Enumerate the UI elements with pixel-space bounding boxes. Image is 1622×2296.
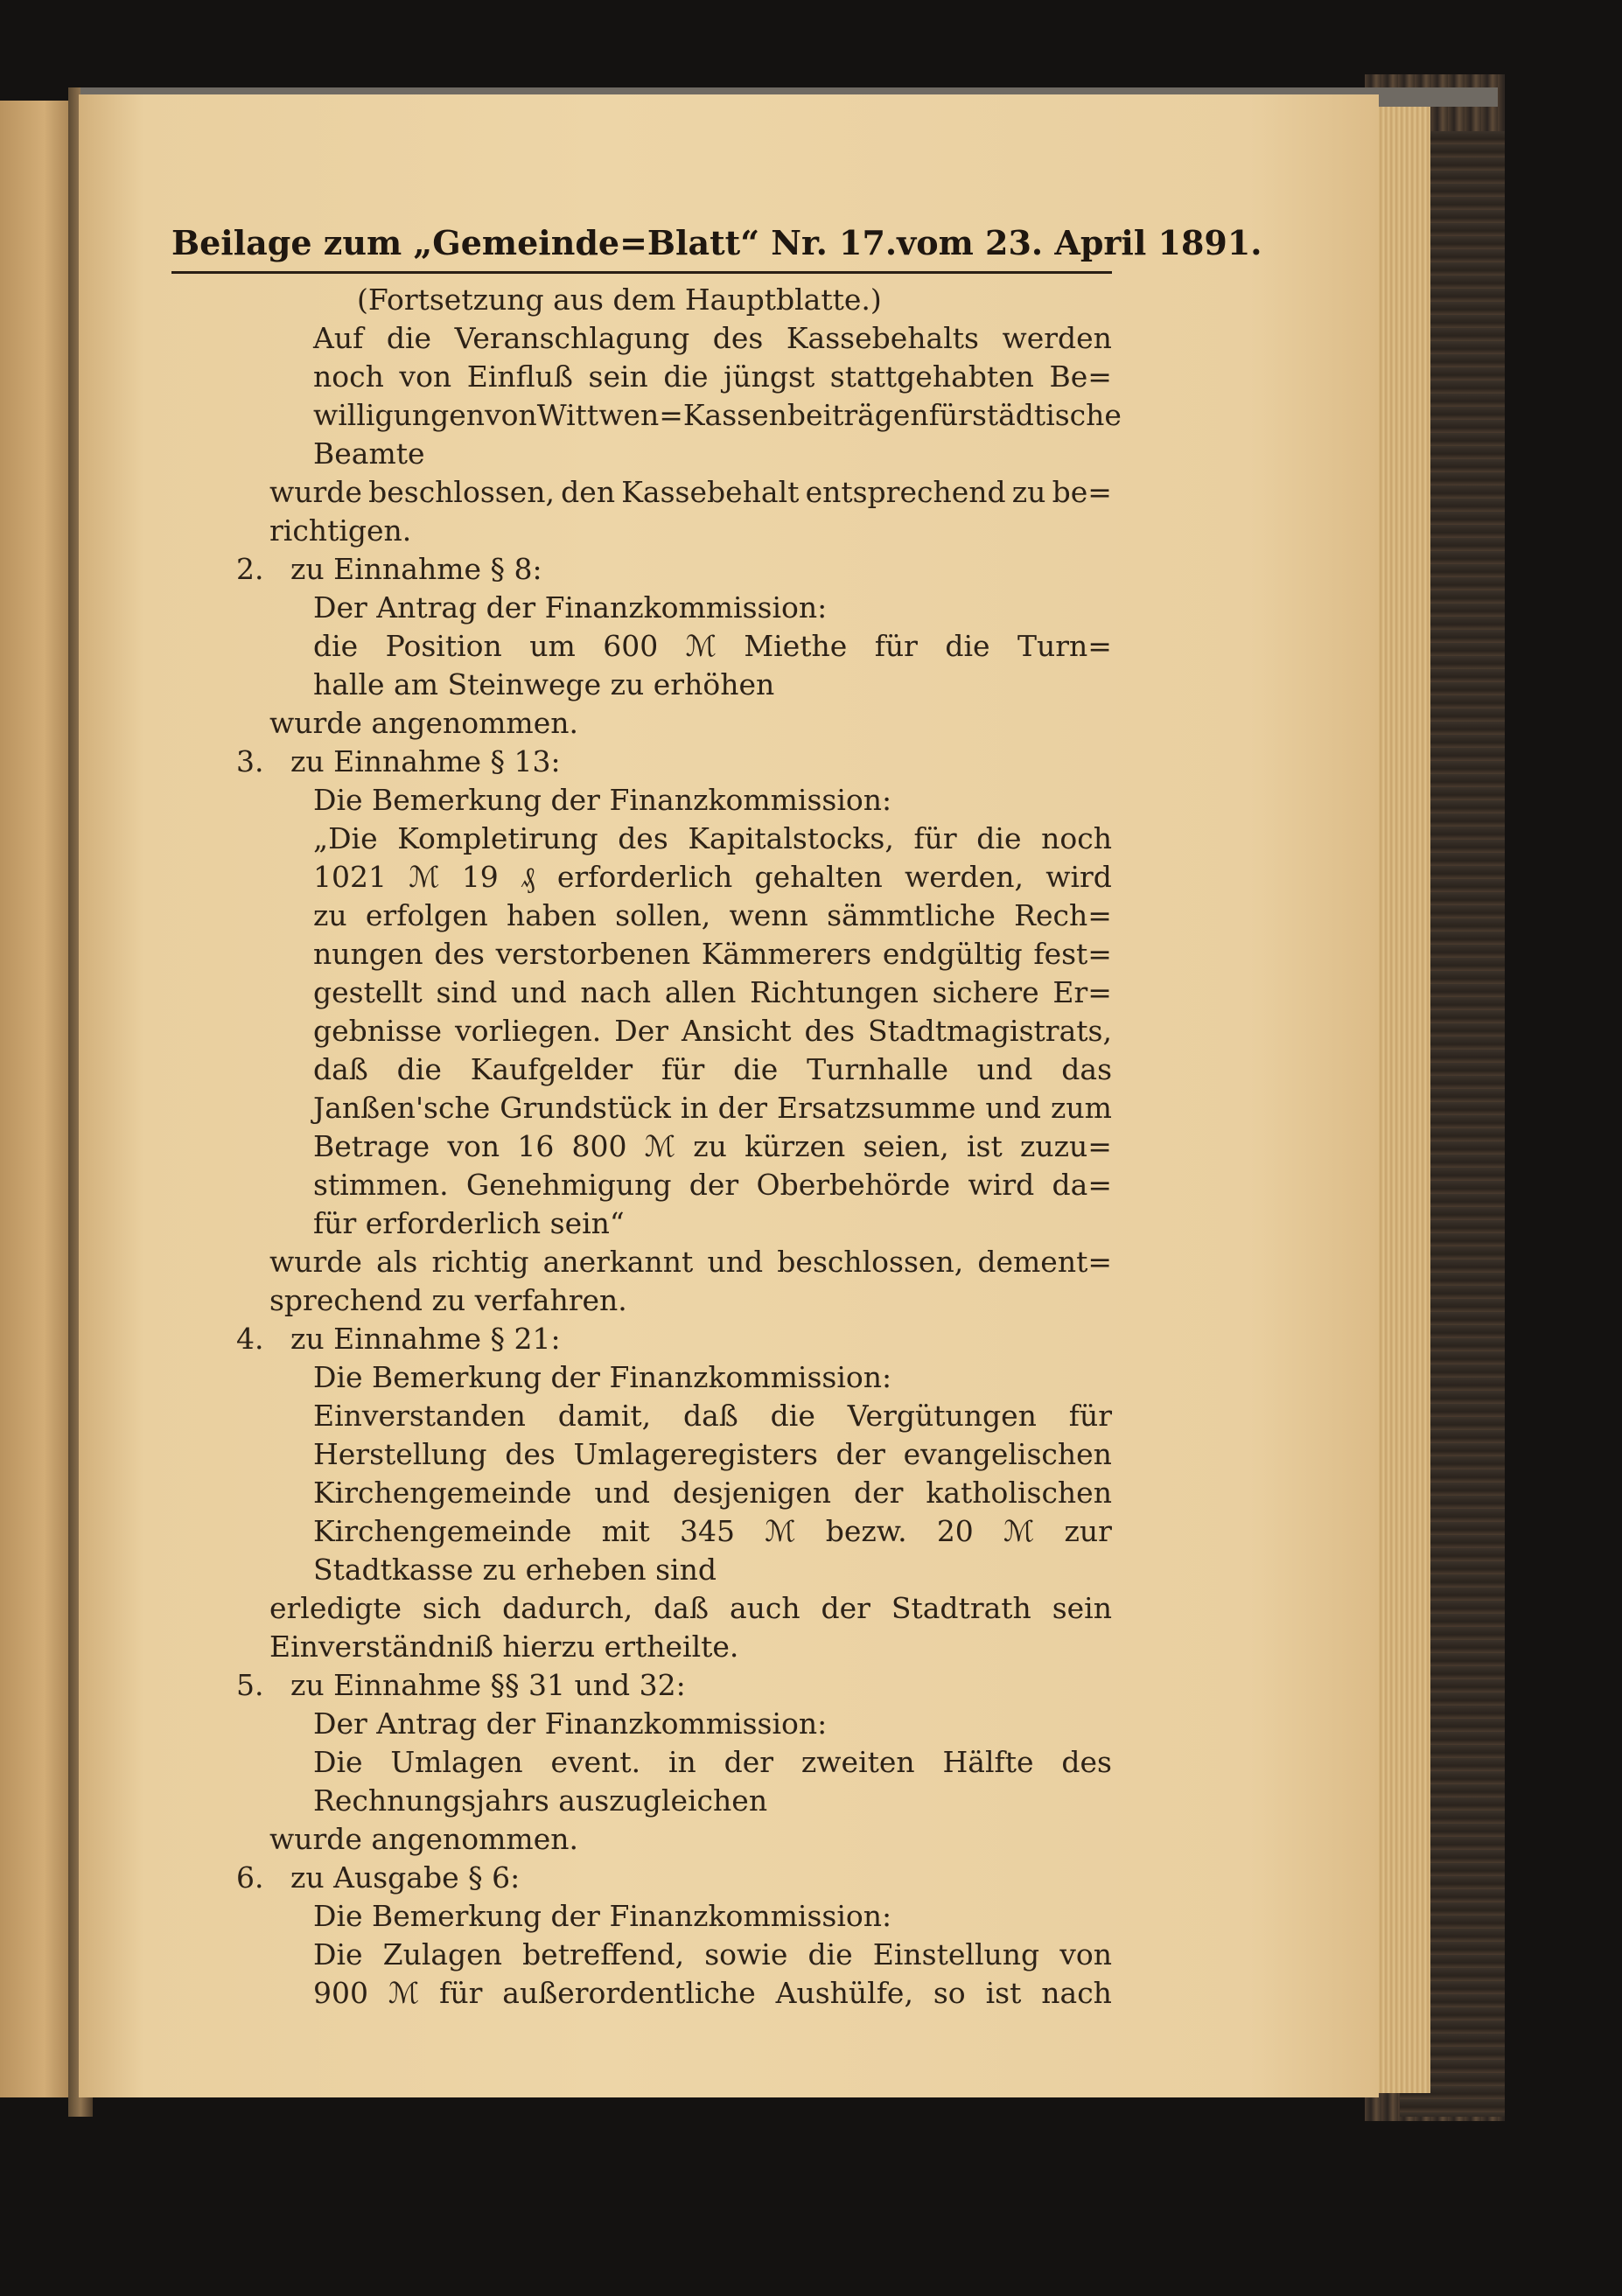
- word: Einverstanden: [313, 1399, 526, 1433]
- word: wenn: [729, 898, 808, 932]
- text-line: [171, 1859, 1112, 1897]
- item-number: 4.: [236, 1322, 264, 1356]
- word: haben: [507, 898, 597, 932]
- text-line: [171, 820, 1112, 858]
- text-line: Beamte: [313, 436, 425, 471]
- word: ℳ: [765, 1514, 796, 1548]
- word: stattgehabten: [829, 359, 1034, 394]
- word: daß: [682, 1399, 738, 1433]
- word: und: [976, 1052, 1033, 1086]
- word: Aushülfe,: [775, 1976, 913, 2010]
- word: Vergütungen: [847, 1399, 1037, 1433]
- word: Umlageregisters: [573, 1437, 818, 1471]
- text-line: [171, 858, 1112, 897]
- word: Kompletirung: [397, 821, 598, 855]
- word: für: [1068, 1399, 1112, 1433]
- word: auch: [729, 1591, 801, 1625]
- word: sollen,: [615, 898, 711, 932]
- word: die: [396, 1052, 442, 1086]
- word: der: [717, 1091, 768, 1125]
- word: ₰: [521, 860, 535, 894]
- word: Ersatzsumme: [777, 1091, 976, 1125]
- word: Ansicht: [681, 1014, 792, 1048]
- text-line: [171, 935, 1112, 974]
- word: Oberbehörde: [756, 1168, 951, 1202]
- word: daß: [313, 1052, 368, 1086]
- word: des: [712, 321, 764, 355]
- document-page: [79, 94, 1379, 2097]
- word: Kaufgelder: [470, 1052, 633, 1086]
- header-date: vom 23. April 1891.: [897, 223, 1262, 262]
- word: Miethe: [744, 629, 848, 663]
- word: nach: [1041, 1976, 1112, 2010]
- word: vorliegen.: [454, 1014, 602, 1048]
- word: sein: [1052, 1591, 1112, 1625]
- word: Kirchengemeinde: [313, 1476, 572, 1510]
- text-line: Der Antrag der Finanzkommission:: [313, 590, 828, 625]
- word: zuzu=: [1019, 1129, 1112, 1163]
- word: Position: [385, 629, 502, 663]
- item-heading: zu Ausgabe § 6:: [290, 1860, 521, 1895]
- word: der: [835, 1437, 885, 1471]
- text-line: [171, 627, 1112, 666]
- text-line: [171, 319, 1112, 358]
- word: zu: [693, 1129, 727, 1163]
- text-line: für erforderlich sein“: [313, 1206, 625, 1240]
- word: ℳ: [685, 629, 717, 663]
- word: ist: [985, 1976, 1022, 2010]
- text-line: halle am Steinwege zu erhöhen: [313, 667, 775, 701]
- word: für: [439, 1976, 483, 2010]
- word: 900: [313, 1976, 368, 2010]
- word: wurde: [269, 1245, 362, 1279]
- word: in: [668, 1745, 696, 1779]
- word: Veranschlagung: [454, 321, 690, 355]
- word: Der: [614, 1014, 668, 1048]
- word: Betrage: [313, 1129, 430, 1163]
- word: mit: [601, 1514, 650, 1548]
- text-line: Die Bemerkung der Finanzkommission:: [313, 1899, 892, 1933]
- word: die: [770, 1399, 815, 1433]
- word: Stadtrath: [891, 1591, 1031, 1625]
- text-line: [171, 1435, 1112, 1474]
- item-heading: zu Einnahme § 13:: [290, 744, 561, 778]
- word: bezw.: [825, 1514, 907, 1548]
- word: sein: [588, 359, 648, 394]
- header-title: Beilage zum „Gemeinde=Blatt“ Nr. 17.: [171, 223, 898, 262]
- word: für: [661, 1052, 705, 1086]
- item-number: 5.: [236, 1668, 264, 1702]
- word: werden,: [905, 860, 1024, 894]
- word: die: [733, 1052, 779, 1086]
- text-line: wurde angenommen.: [269, 706, 578, 740]
- word: die: [313, 629, 359, 663]
- word: gebnisse: [313, 1014, 442, 1048]
- page-header: [171, 223, 1262, 269]
- word: für: [928, 398, 972, 432]
- item-number: 2.: [236, 552, 264, 586]
- text-line: [171, 1050, 1112, 1089]
- word: wird: [1045, 860, 1112, 894]
- word: des: [804, 1014, 856, 1048]
- text-line: wurde angenommen.: [269, 1822, 578, 1856]
- text-line: [171, 1474, 1112, 1512]
- word: Kapitalstocks,: [688, 821, 894, 855]
- word: da=: [1052, 1168, 1112, 1202]
- word: Be=: [1049, 359, 1112, 394]
- word: als: [376, 1245, 418, 1279]
- text-line: Einverständniß hierzu ertheilte.: [269, 1630, 739, 1664]
- word: beschlossen,: [777, 1245, 964, 1279]
- body-lines: [171, 281, 1122, 2013]
- word: 19: [461, 860, 499, 894]
- word: Wittwen=Kassenbeiträgen: [536, 398, 929, 432]
- text-line: [171, 550, 1112, 589]
- word: von: [485, 398, 537, 432]
- word: noch: [313, 359, 384, 394]
- word: 345: [679, 1514, 735, 1548]
- word: 1021: [313, 860, 387, 894]
- text-line: [171, 1243, 1112, 1281]
- word: und: [985, 1091, 1042, 1125]
- item-heading: zu Einnahme § 21:: [290, 1322, 561, 1356]
- word: den: [561, 475, 616, 509]
- word: außerordentliche: [502, 1976, 756, 2010]
- word: noch: [1041, 821, 1112, 855]
- word: von: [1059, 1937, 1112, 1971]
- word: gehalten: [754, 860, 883, 894]
- word: Kassebehalts: [786, 321, 979, 355]
- text-line: Stadtkasse zu erheben sind: [313, 1553, 717, 1587]
- word: sowie: [704, 1937, 788, 1971]
- text-line: [171, 1974, 1112, 2013]
- text-line: Die Bemerkung der Finanzkommission:: [313, 783, 892, 817]
- word: in: [680, 1091, 709, 1125]
- word: Die: [313, 1745, 363, 1779]
- word: Die: [313, 1937, 363, 1971]
- word: die: [386, 321, 432, 355]
- word: und: [707, 1245, 764, 1279]
- word: zur: [1064, 1514, 1112, 1548]
- word: und: [594, 1476, 651, 1510]
- text-line: [171, 1397, 1112, 1435]
- word: dadurch,: [502, 1591, 633, 1625]
- word: 600: [603, 629, 659, 663]
- word: endgültig: [882, 937, 1023, 971]
- word: Stadtmagistrats,: [868, 1014, 1112, 1048]
- text-line: [171, 358, 1112, 396]
- word: sich: [422, 1591, 482, 1625]
- word: ℳ: [1003, 1514, 1035, 1548]
- word: dement=: [977, 1245, 1112, 1279]
- word: Umlagen: [390, 1745, 523, 1779]
- word: nungen: [313, 937, 423, 971]
- word: so: [933, 1976, 966, 2010]
- word: damit,: [557, 1399, 652, 1433]
- word: Zulagen: [382, 1937, 502, 1971]
- word: Hälfte: [942, 1745, 1034, 1779]
- text-line: Der Antrag der Finanzkommission:: [313, 1706, 828, 1741]
- word: seien,: [863, 1129, 949, 1163]
- text-line: [171, 396, 1122, 435]
- word: 800: [571, 1129, 627, 1163]
- word: zu: [1011, 475, 1046, 509]
- word: sichere: [932, 975, 1039, 1009]
- text-line: Rechnungsjahrs auszugleichen: [313, 1783, 768, 1818]
- word: der: [821, 1591, 870, 1625]
- word: Kirchengemeinde: [313, 1514, 572, 1548]
- word: Kassebehalt: [621, 475, 800, 509]
- text-line: [171, 897, 1112, 935]
- word: von: [447, 1129, 500, 1163]
- item-heading: zu Einnahme § 8:: [290, 552, 542, 586]
- text-line: [171, 743, 1112, 781]
- word: desjenigen: [672, 1476, 832, 1510]
- word: werden: [1002, 321, 1112, 355]
- text-line: [171, 1166, 1112, 1204]
- word: Turn=: [1017, 629, 1112, 663]
- word: ℳ: [644, 1129, 676, 1163]
- word: verstorbenen: [495, 937, 691, 971]
- word: Einfluß: [466, 359, 573, 394]
- word: 20: [936, 1514, 974, 1548]
- word: Genehmigung: [465, 1168, 672, 1202]
- word: nach: [580, 975, 652, 1009]
- word: das: [1061, 1052, 1112, 1086]
- text-line: [171, 1012, 1112, 1050]
- item-number: 6.: [236, 1860, 264, 1895]
- word: des: [434, 937, 485, 971]
- word: Einstellung: [872, 1937, 1040, 1971]
- word: Auf: [313, 321, 364, 355]
- page-edges: [1378, 94, 1430, 2093]
- word: der: [689, 1168, 739, 1202]
- word: 16: [517, 1129, 555, 1163]
- text-line: [171, 1743, 1112, 1782]
- text-line: [171, 473, 1112, 512]
- page-text: [171, 223, 1262, 2013]
- word: jüngst: [724, 359, 815, 394]
- word: kürzen: [745, 1129, 846, 1163]
- word: event.: [550, 1745, 641, 1779]
- word: evangelischen: [903, 1437, 1112, 1471]
- word: des: [505, 1437, 556, 1471]
- word: und: [511, 975, 567, 1009]
- word: um: [529, 629, 576, 663]
- word: fest=: [1033, 937, 1112, 971]
- word: entsprechend: [805, 475, 1006, 509]
- word: Rech=: [1014, 898, 1112, 932]
- word: katholischen: [926, 1476, 1112, 1510]
- word: gestellt: [313, 975, 423, 1009]
- word: die: [808, 1937, 853, 1971]
- word: wurde: [269, 475, 362, 509]
- item-heading: zu Einnahme §§ 31 und 32:: [290, 1668, 686, 1702]
- word: Turnhalle: [807, 1052, 948, 1086]
- word: für: [874, 629, 918, 663]
- word: für: [913, 821, 957, 855]
- word: die: [976, 821, 1022, 855]
- word: des: [1061, 1745, 1112, 1779]
- word: Kämmerers: [701, 937, 872, 971]
- word: von: [399, 359, 452, 394]
- word: zum: [1051, 1091, 1112, 1125]
- text-line: [171, 1589, 1112, 1628]
- text-line: [171, 974, 1112, 1012]
- text-line: Die Bemerkung der Finanzkommission:: [313, 1360, 892, 1394]
- word: erforderlich: [556, 860, 733, 894]
- header-rule: [171, 271, 1112, 274]
- word: zweiten: [801, 1745, 915, 1779]
- word: der: [853, 1476, 904, 1510]
- word: des: [618, 821, 668, 855]
- word: erfolgen: [365, 898, 488, 932]
- text-line: [171, 1089, 1112, 1127]
- word: beschlossen,: [368, 475, 555, 509]
- word: Er=: [1052, 975, 1112, 1009]
- word: wird: [968, 1168, 1035, 1202]
- word: erledigte: [269, 1591, 402, 1625]
- word: ℳ: [409, 860, 440, 894]
- word: anerkannt: [542, 1245, 694, 1279]
- text-line: [171, 1666, 1112, 1705]
- word: stimmen.: [313, 1168, 449, 1202]
- word: städtische: [971, 398, 1122, 432]
- word: ist: [966, 1129, 1003, 1163]
- word: be=: [1052, 475, 1112, 509]
- text-line: [171, 1512, 1112, 1551]
- word: richtig: [431, 1245, 529, 1279]
- text-line: (Fortsetzung aus dem Hauptblatte.): [357, 283, 882, 317]
- word: die: [945, 629, 990, 663]
- word: willigungen: [313, 398, 486, 432]
- word: sind: [436, 975, 498, 1009]
- word: die: [663, 359, 709, 394]
- word: Janßen'sche: [313, 1091, 491, 1125]
- word: betreffend,: [522, 1937, 685, 1971]
- word: Grundstück: [500, 1091, 671, 1125]
- word: Herstellung: [313, 1437, 487, 1471]
- text-line: [171, 1936, 1112, 1974]
- word: zu: [313, 898, 347, 932]
- text-line: [171, 1127, 1112, 1166]
- text-line: [171, 1320, 1112, 1358]
- word: „Die: [313, 821, 378, 855]
- word: allen: [664, 975, 737, 1009]
- word: daß: [654, 1591, 710, 1625]
- text-line: richtigen.: [269, 513, 412, 548]
- item-number: 3.: [236, 744, 264, 778]
- word: der: [724, 1745, 774, 1779]
- text-line: sprechend zu verfahren.: [269, 1283, 627, 1317]
- word: ℳ: [388, 1976, 420, 2010]
- word: Richtungen: [750, 975, 919, 1009]
- word: sämmtliche: [827, 898, 996, 932]
